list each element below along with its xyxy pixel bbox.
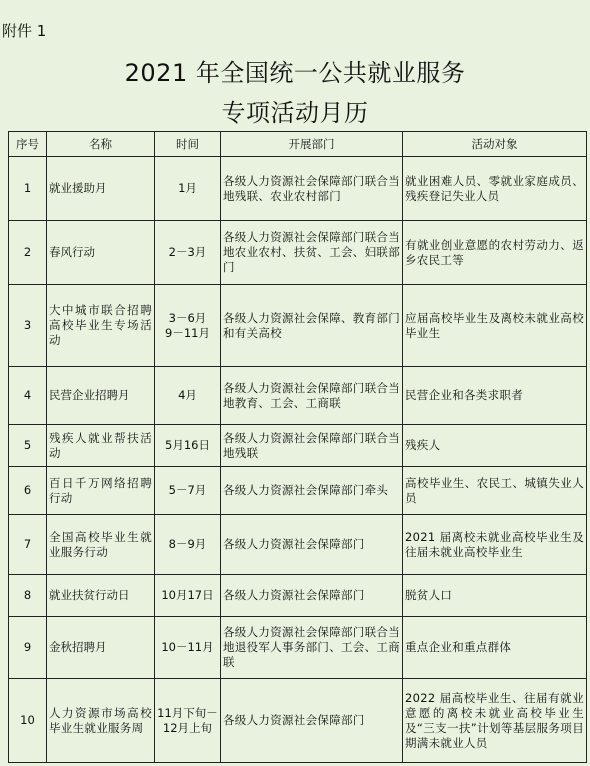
- table-row: [9, 679, 587, 763]
- row-name: 就业援助月: [47, 157, 155, 221]
- activity-calendar-table: [8, 131, 587, 763]
- row-no: 1: [9, 157, 47, 221]
- row-time: 10－11月: [155, 617, 221, 679]
- row-target: 有就业创业意愿的农村劳动力、返乡农民工等: [403, 221, 587, 285]
- attachment-label: 附件 1: [2, 22, 47, 40]
- row-dept: 各级人力资源社会保障部门联合当地残联: [221, 425, 403, 467]
- table-row: [9, 617, 587, 679]
- row-target: 高校毕业生、农民工、城镇失业人员: [403, 467, 587, 515]
- row-no: 4: [9, 367, 47, 425]
- document-title-line2: 专项活动月历: [221, 99, 369, 127]
- document-title-line1: 2021 年全国统一公共就业服务: [124, 59, 466, 87]
- table-row: [9, 425, 587, 467]
- row-dept: 各级人力资源社会保障部门联合当地农业农村、扶贫、工会、妇联部门: [221, 221, 403, 285]
- row-target: 2022 届高校毕业生、往届有就业意愿的离校未就业高校毕业生及“三支一扶”计划等基层服务项目期满未就业人员: [403, 679, 587, 763]
- table-row: [9, 367, 587, 425]
- row-no: 8: [9, 575, 47, 617]
- row-no: 3: [9, 285, 47, 367]
- row-name: 人力资源市场高校毕业生就业服务周: [47, 679, 155, 763]
- row-dept: 各级人力资源社会保障部门联合当地教育、工会、工商联: [221, 367, 403, 425]
- row-time: 5－7月: [155, 467, 221, 515]
- row-no: 6: [9, 467, 47, 515]
- row-time: 10月17日: [155, 575, 221, 617]
- row-name: 金秋招聘月: [47, 617, 155, 679]
- column-header-name: 名称: [47, 132, 155, 157]
- row-target: 脱贫人口: [403, 575, 587, 617]
- row-dept: 各级人力资源社会保障部门联合当地残联、农业农村部门: [221, 157, 403, 221]
- row-time: 3－6月 9－11月: [155, 285, 221, 367]
- table-row: [9, 575, 587, 617]
- row-name: 就业扶贫行动日: [47, 575, 155, 617]
- table-header-row: [9, 132, 587, 157]
- table-row: [9, 157, 587, 221]
- row-no: 9: [9, 617, 47, 679]
- row-no: 5: [9, 425, 47, 467]
- row-dept: 各级人力资源社会保障部门: [221, 575, 403, 617]
- row-time: 11月下旬－12月上旬: [155, 679, 221, 763]
- row-target: 残疾人: [403, 425, 587, 467]
- row-target: 2021 届离校未就业高校毕业生及往届未就业高校毕业生: [403, 515, 587, 575]
- table-row: [9, 515, 587, 575]
- row-name: 百日千万网络招聘行动: [47, 467, 155, 515]
- row-name: 大中城市联合招聘高校毕业生专场活动: [47, 285, 155, 367]
- row-target: 重点企业和重点群体: [403, 617, 587, 679]
- table-row: [9, 285, 587, 367]
- row-name: 春风行动: [47, 221, 155, 285]
- column-header-time: 时间: [155, 132, 221, 157]
- row-dept: 各级人力资源社会保障、教育部门和有关高校: [221, 285, 403, 367]
- row-time: 8－9月: [155, 515, 221, 575]
- column-header-no: 序号: [9, 132, 47, 157]
- row-dept: 各级人力资源社会保障部门牵头: [221, 467, 403, 515]
- column-header-dept: 开展部门: [221, 132, 403, 157]
- row-time: 4月: [155, 367, 221, 425]
- row-target: 应届高校毕业生及离校未就业高校毕业生: [403, 285, 587, 367]
- row-no: 7: [9, 515, 47, 575]
- row-target: 民营企业和各类求职者: [403, 367, 587, 425]
- row-name: 残疾人就业帮扶活动: [47, 425, 155, 467]
- row-dept: 各级人力资源社会保障部门联合当地退役军人事务部门、工会、工商联: [221, 617, 403, 679]
- row-time: 2－3月: [155, 221, 221, 285]
- row-no: 10: [9, 679, 47, 763]
- row-dept: 各级人力资源社会保障部门: [221, 515, 403, 575]
- row-time: 5月16日: [155, 425, 221, 467]
- table-row: [9, 467, 587, 515]
- row-dept: 各级人力资源社会保障部门: [221, 679, 403, 763]
- row-name: 全国高校毕业生就业服务行动: [47, 515, 155, 575]
- column-header-target: 活动对象: [403, 132, 587, 157]
- table-row: [9, 221, 587, 285]
- row-no: 2: [9, 221, 47, 285]
- row-time: 1月: [155, 157, 221, 221]
- row-name: 民营企业招聘月: [47, 367, 155, 425]
- row-target: 就业困难人员、零就业家庭成员、残疾登记失业人员: [403, 157, 587, 221]
